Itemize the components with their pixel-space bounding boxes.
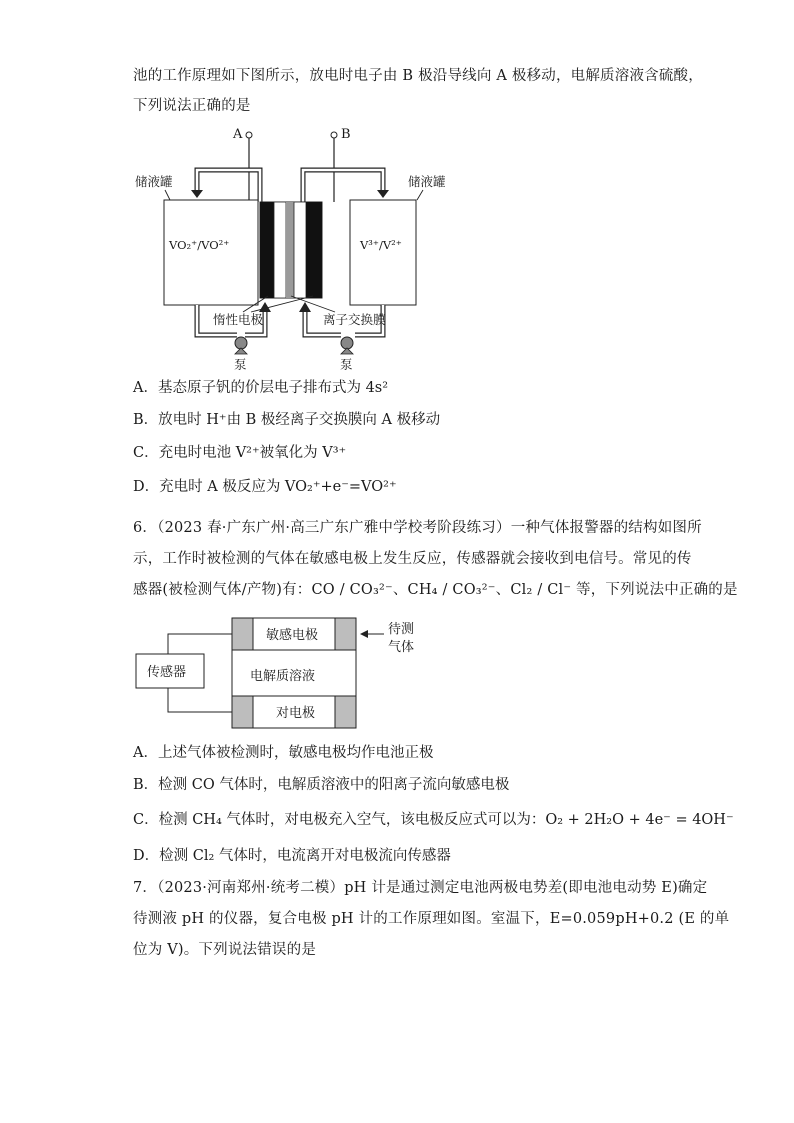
- q7-line-3: 位为 V)。下列说法错误的是: [133, 942, 317, 958]
- right-electrode: [306, 202, 322, 298]
- right-solution: V³⁺/V²⁺: [360, 238, 402, 252]
- sensor-label: 传感器: [147, 665, 187, 680]
- sensitive-electrode-label: 敏感电极: [266, 628, 319, 643]
- inert-electrode-label: 惰性电极: [213, 312, 264, 327]
- left-pump-label: 泵: [234, 357, 247, 370]
- terminal-a: [246, 132, 252, 138]
- left-solution: VO₂⁺/VO²⁺: [169, 238, 230, 252]
- q5-option-c: C．充电时电池 V²⁺被氧化为 V³⁺: [133, 445, 347, 461]
- flow-battery-diagram: [125, 122, 475, 370]
- right-pump: [341, 337, 353, 349]
- left-tank: [164, 200, 258, 305]
- right-tank: [350, 200, 416, 305]
- electrolyte-label: 电解质溶液: [250, 669, 316, 684]
- q5-option-b: B．放电时 H⁺由 B 极经离子交换膜向 A 极移动: [133, 412, 441, 428]
- q6-line-3: 感器(被检测气体/产物)有：CO / CO₃²⁻、CH₄ / CO₃²⁻、Cl₂ / Cl⁻ 等，下列说法中正确的是: [133, 582, 738, 598]
- left-tank-label: 储液罐: [135, 174, 173, 189]
- q6-option-b: B．检测 CO 气体时，电解质溶液中的阳离子流向敏感电极: [133, 777, 510, 793]
- intro-line-2: 下列说法正确的是: [133, 98, 251, 114]
- intro-line-1: 池的工作原理如下图所示，放电时电子由 B 极沿导线向 A 极移动，电解质溶液含硫酸，: [133, 68, 703, 84]
- terminal-b-label: B: [341, 127, 351, 142]
- gas-label-line-2: 气体: [388, 640, 415, 655]
- q6-option-d: D．检测 Cl₂ 气体时，电流离开对电极流向传感器: [133, 848, 451, 864]
- terminal-b: [331, 132, 337, 138]
- q6-line-2: 示，工作时被检测的气体在敏感电极上发生反应，传感器就会接收到电信号。常见的传: [133, 551, 692, 567]
- terminal-a-label: A: [233, 127, 243, 142]
- counter-electrode-label: 对电极: [276, 706, 316, 721]
- left-electrode: [260, 202, 274, 298]
- right-tank-label: 储液罐: [408, 174, 446, 189]
- gas-sensor-diagram: [130, 615, 450, 735]
- membrane-label: 离子交换膜: [323, 312, 386, 327]
- right-pump-label: 泵: [340, 357, 353, 370]
- q5-option-a: A．基态原子钒的价层电子排布式为 4s²: [133, 380, 389, 396]
- q6-option-a: A．上述气体被检测时，敏感电极均作电池正极: [133, 745, 434, 761]
- left-pump: [235, 337, 247, 349]
- q7-line-1: 7．（2023·河南郑州·统考二模）pH 计是通过测定电池两极电势差(即电池电动势 E)确定: [133, 880, 708, 896]
- q6-option-c: C．检测 CH₄ 气体时，对电极充入空气，该电极反应式可以为：O₂ + 2H₂O + 4e⁻ = 4OH⁻: [133, 812, 734, 828]
- ion-exchange-membrane: [286, 202, 294, 298]
- q6-line-1: 6．（2023 春·广东广州·高三广东广雅中学校考阶段练习）一种气体报警器的结构如图所: [133, 520, 702, 536]
- q7-line-2: 待测液 pH 的仪器，复合电极 pH 计的工作原理如图。室温下，E=0.059pH+0.2 (E 的单: [133, 911, 730, 927]
- gas-label-line-1: 待测: [388, 622, 415, 637]
- q5-option-d: D．充电时 A 极反应为 VO₂⁺+e⁻=VO²⁺: [133, 479, 397, 495]
